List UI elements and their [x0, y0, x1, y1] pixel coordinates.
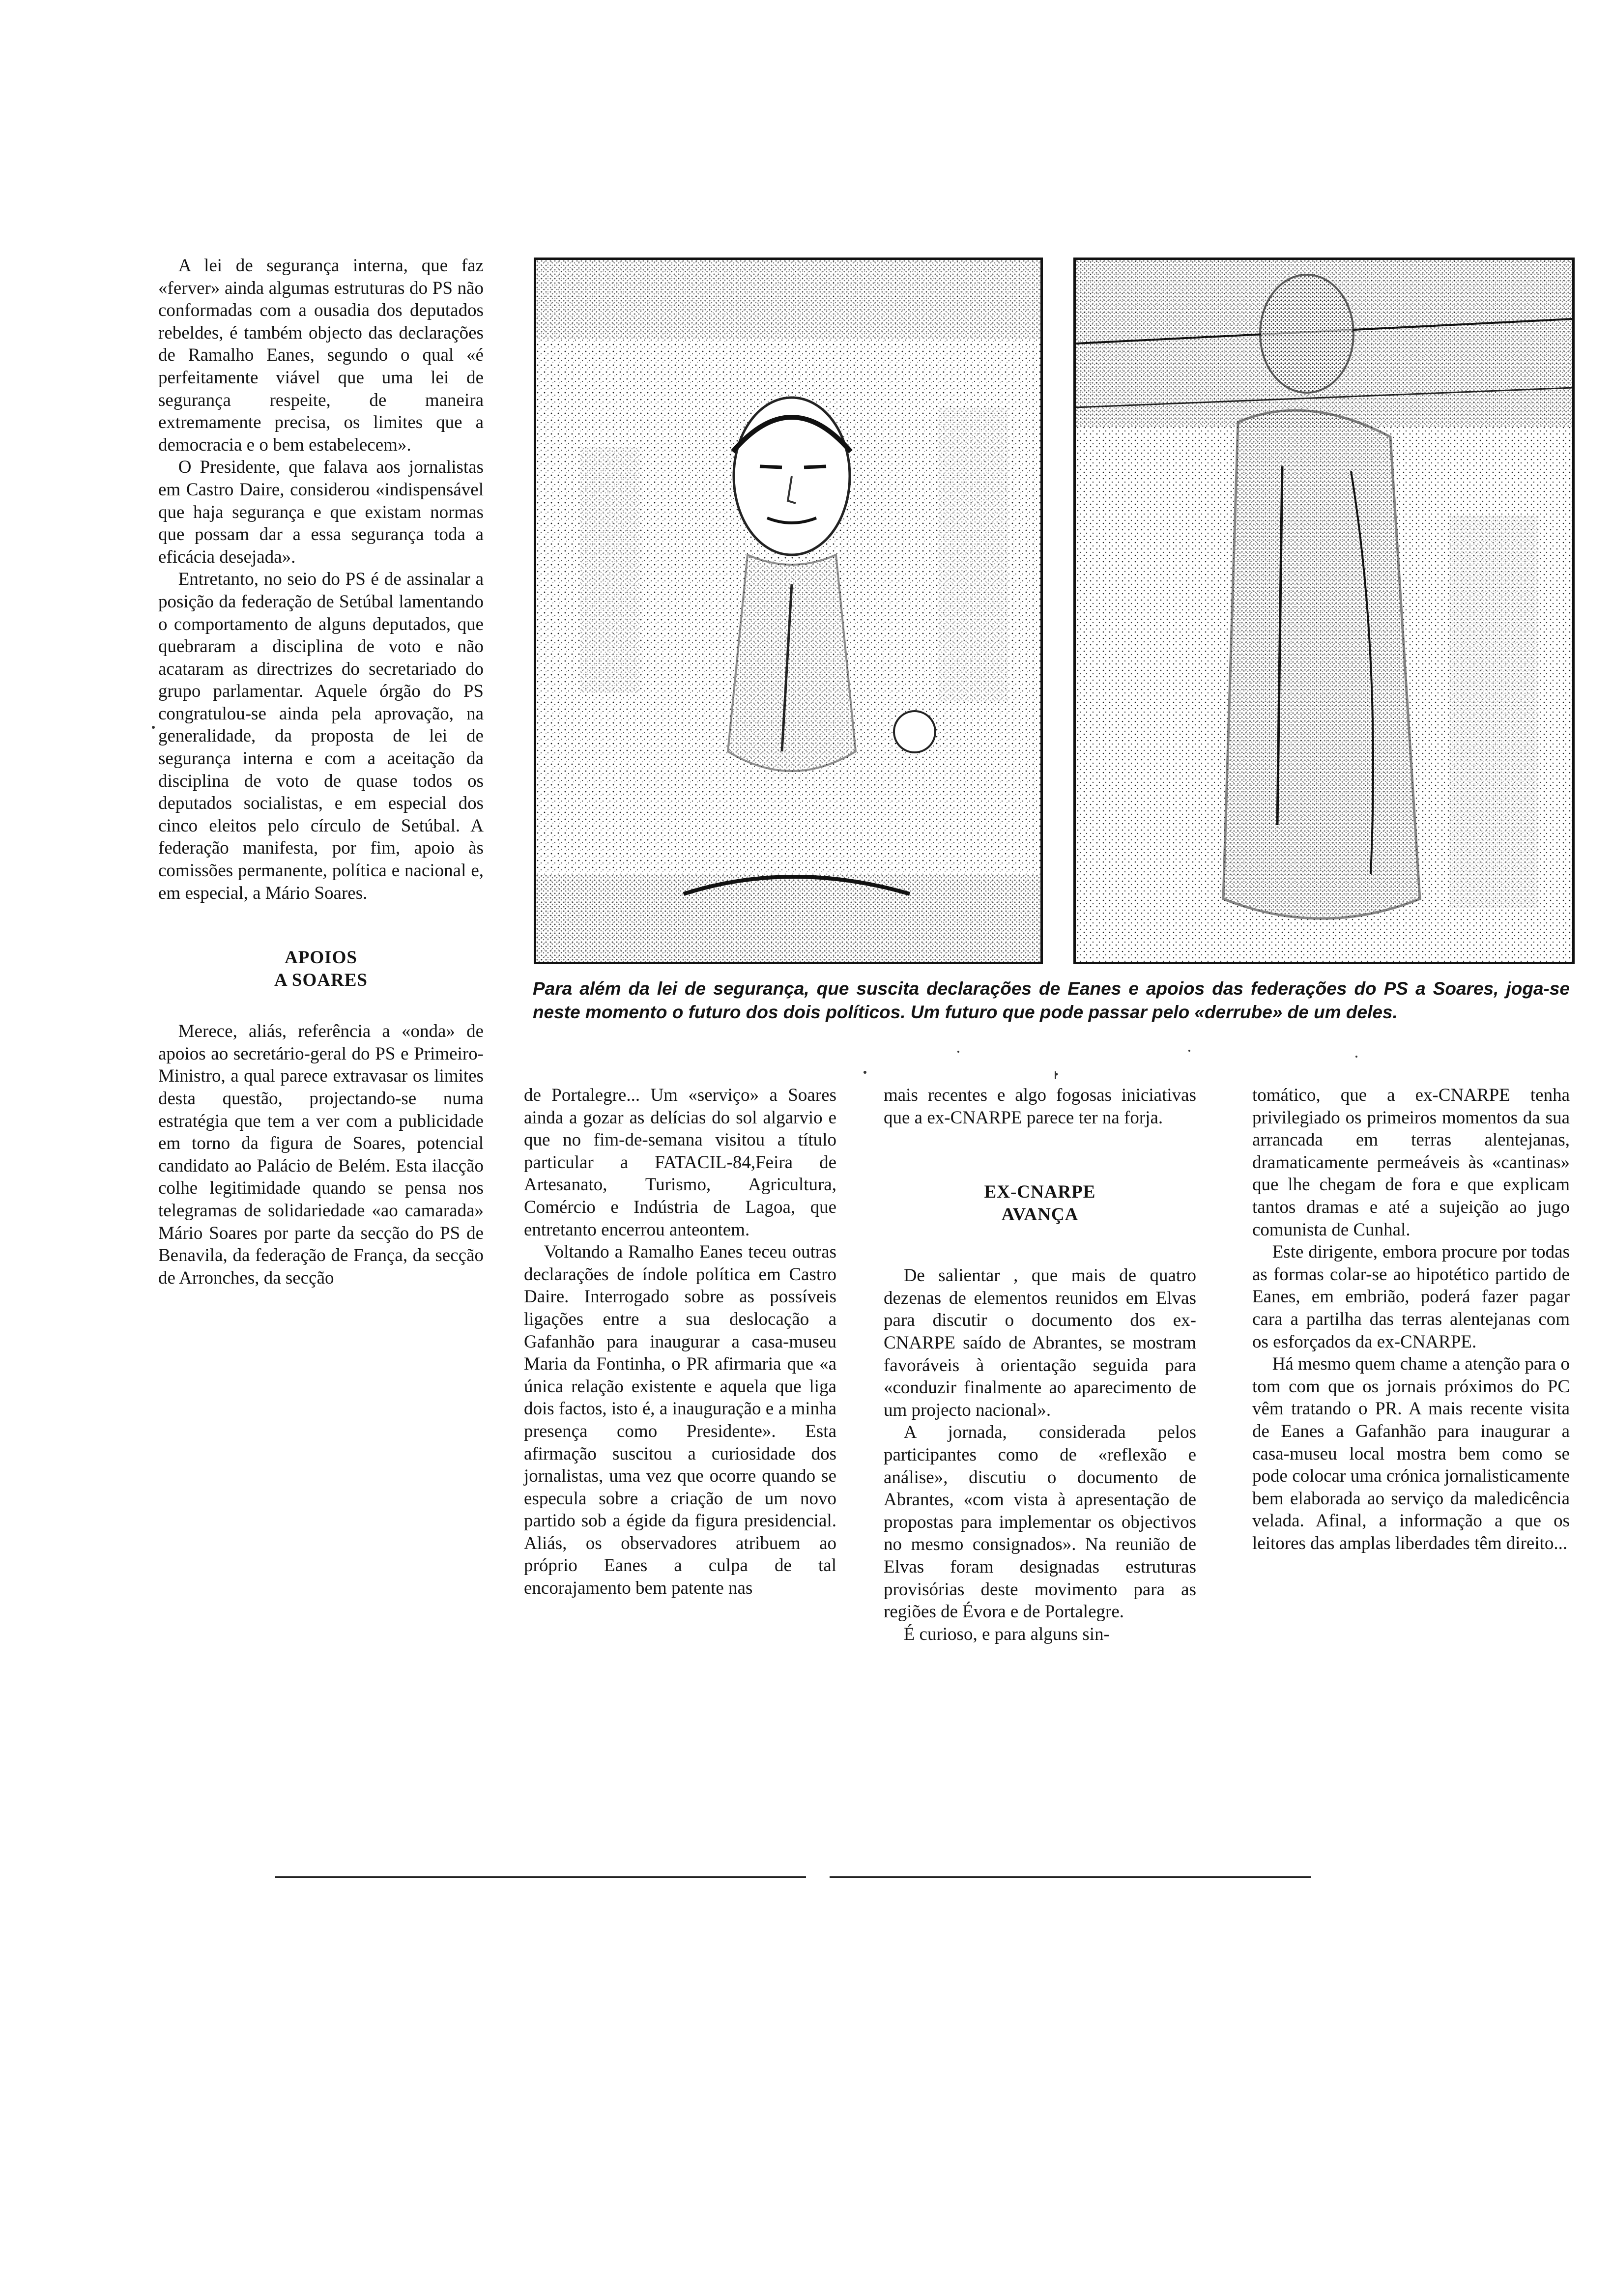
column1-paragraph: A lei de segurança interna, que faz «ferver» ainda algumas estruturas do PS não conformadas com a ousadia dos deputados rebeldes, é também objecto das declarações de Ramalho Eanes, segundo o qual «é perfeitamente viável que uma lei de segurança respeite, de maneira extremamente precisa, os limites que a democracia e o bem estabelecem». — [158, 256, 484, 455]
column1-paragraph: O Presidente, que falava aos jornalistas em Castro Daire, considerou «indispensável que haja segurança e que existam normas que possam dar a essa segurança toda a eficácia desejada». — [158, 457, 484, 567]
column3-paragraph: É curioso, e para alguns sin- — [903, 1624, 1110, 1644]
column4-paragraph: tomático, que a ex-CNARPE tenha privilegiado os primeiros momentos da sua arrancada em terras alentejanas, dramaticamente permeáveis às «cantinas» que lhe chegam de fora e que explicam tantos dramas e até a sujeição ao jugo comunista de Cunhal. — [1252, 1085, 1570, 1240]
section-heading-apoios — [158, 947, 484, 992]
heading-line: APOIOS — [285, 947, 357, 968]
column-bottom-rule — [275, 1876, 806, 1878]
photo-soares — [1073, 258, 1575, 964]
column3-paragraph: mais recentes e algo fogosas iniciativas que a ex-CNARPE parece ter na forja. — [884, 1085, 1196, 1128]
article-column-1 — [158, 255, 484, 1289]
heading-line: A SOARES — [274, 970, 368, 991]
column3-paragraph: De salientar , que mais de quatro dezenas de elementos reunidos em Elvas para discutir o documento dos ex-CNARPE saído de Abrantes, se mostram favoráveis à orientação seguida para «conduzir finalmente ao aparecimento de um projecto nacional». — [884, 1265, 1196, 1420]
photo-eanes — [534, 258, 1043, 964]
column3-paragraph: A jornada, considerada pelos participantes como de «reflexão e análise», discutiu o documento de Abrantes, «com vista à apresentação de propostas para implementar os objectivos no mesmo consignados». Na reunião de Elvas foram designadas estruturas provisórias deste movimento para as regiões de Évora e de Portalegre. — [884, 1422, 1196, 1622]
section-heading-ex-cnarpe — [884, 1181, 1196, 1226]
photo-eanes-image — [536, 260, 1040, 962]
article-column-3 — [884, 1084, 1196, 1645]
column-bottom-rule — [830, 1876, 1311, 1878]
heading-line: AVANÇA — [1001, 1205, 1079, 1225]
column1-paragraph: Entretanto, no seio do PS é de assinalar a posição da federação de Setúbal lamentando o comportamento de alguns deputados, que quebraram a disciplina de voto e não acataram as directrizes do secretariado do grupo parlamentar. Aquele órgão do PS congratulou-se ainda pela aprovação, na generalidade, da proposta de lei de segurança interna e com a aceitação da disciplina de voto de quase todos os deputados socialistas, e em especial dos cinco eleitos pelo círculo de Setúbal. A federação manifesta, por fim, apoio às comissões permanente, política e nacional e, em especial, a Mário Soares. — [158, 569, 484, 903]
column4-paragraph: Este dirigente, embora procure por todas as formas colar-se ao hipotético partido de Eanes, em embrião, poderá fazer pagar cara a partilha das terras alentejanas com os esforçados da ex-CNARPE. — [1252, 1242, 1570, 1352]
article-column-4 — [1252, 1084, 1570, 1554]
column2-paragraph: Voltando a Ramalho Eanes teceu outras declarações de índole política em Castro Daire. Interrogado sobre as possíveis ligações entre a sua deslocação a Gafanhão para inaugurar a casa-museu Maria da Fontinha, o PR afirmaria que «a única relação existente e aquela que liga dois factos, isto é, a inauguração e a minha presença como Presidente». Esta afirmação suscitou a curiosidade dos jornalistas, uma vez que ocorre quando se especula sobre a criação de um novo partido sob a égide da figura presidencial. Aliás, os observadores atribuem ao próprio Eanes a culpa de tal encorajamento bem patente nas — [524, 1242, 836, 1599]
article-column-2 — [524, 1084, 836, 1600]
column4-paragraph: Há mesmo quem chame a atenção para o tom com que os jornais próximos do PC vêm tratando o PR. A mais recente visita de Eanes a Gafanhão para inaugurar a casa-museu local mostra bem como se pode colocar uma crónica jornalisticamente bem elaborada ao serviço da maledicência velada. Afinal, a informação a que os leitores das amplas liberdades têm direito... — [1252, 1354, 1570, 1553]
photo-caption: Para além da lei de segurança, que suscita declarações de Eanes e apoios das federações do PS a Soares, joga-se neste momento o futuro dos dois políticos. Um futuro que pode passar pelo «derrube» de um deles. — [533, 978, 1570, 1022]
photo-soares-image — [1076, 260, 1572, 962]
column1-paragraph: Merece, aliás, referência a «onda» de apoios ao secretário-geral do PS e Primeiro-Ministro, a qual parece extravasar os limites desta questão, projectando-se numa estratégia que tem a ver com a publicidade em torno da figura de Soares, potencial candidato ao Palácio de Belém. Esta ilacção colhe legitimidade quando se pensa nos telegramas de solidariedade «ao camarada» Mário Soares por parte da secção do PS de Benavila, da federação de França, da secção de Arronches, da secção — [158, 1021, 484, 1288]
heading-line: EX-CNARPE — [984, 1182, 1096, 1203]
column2-paragraph: de Portalegre... Um «serviço» a Soares ainda a gozar as delícias do sol algarvio e que no fim-de-semana visitou a título particular a FATACIL-84,Feira de Artesanato, Turismo, Agricultura, Comércio e Indústria de Lagoa, que entretanto encerrou anteontem. — [524, 1085, 836, 1240]
